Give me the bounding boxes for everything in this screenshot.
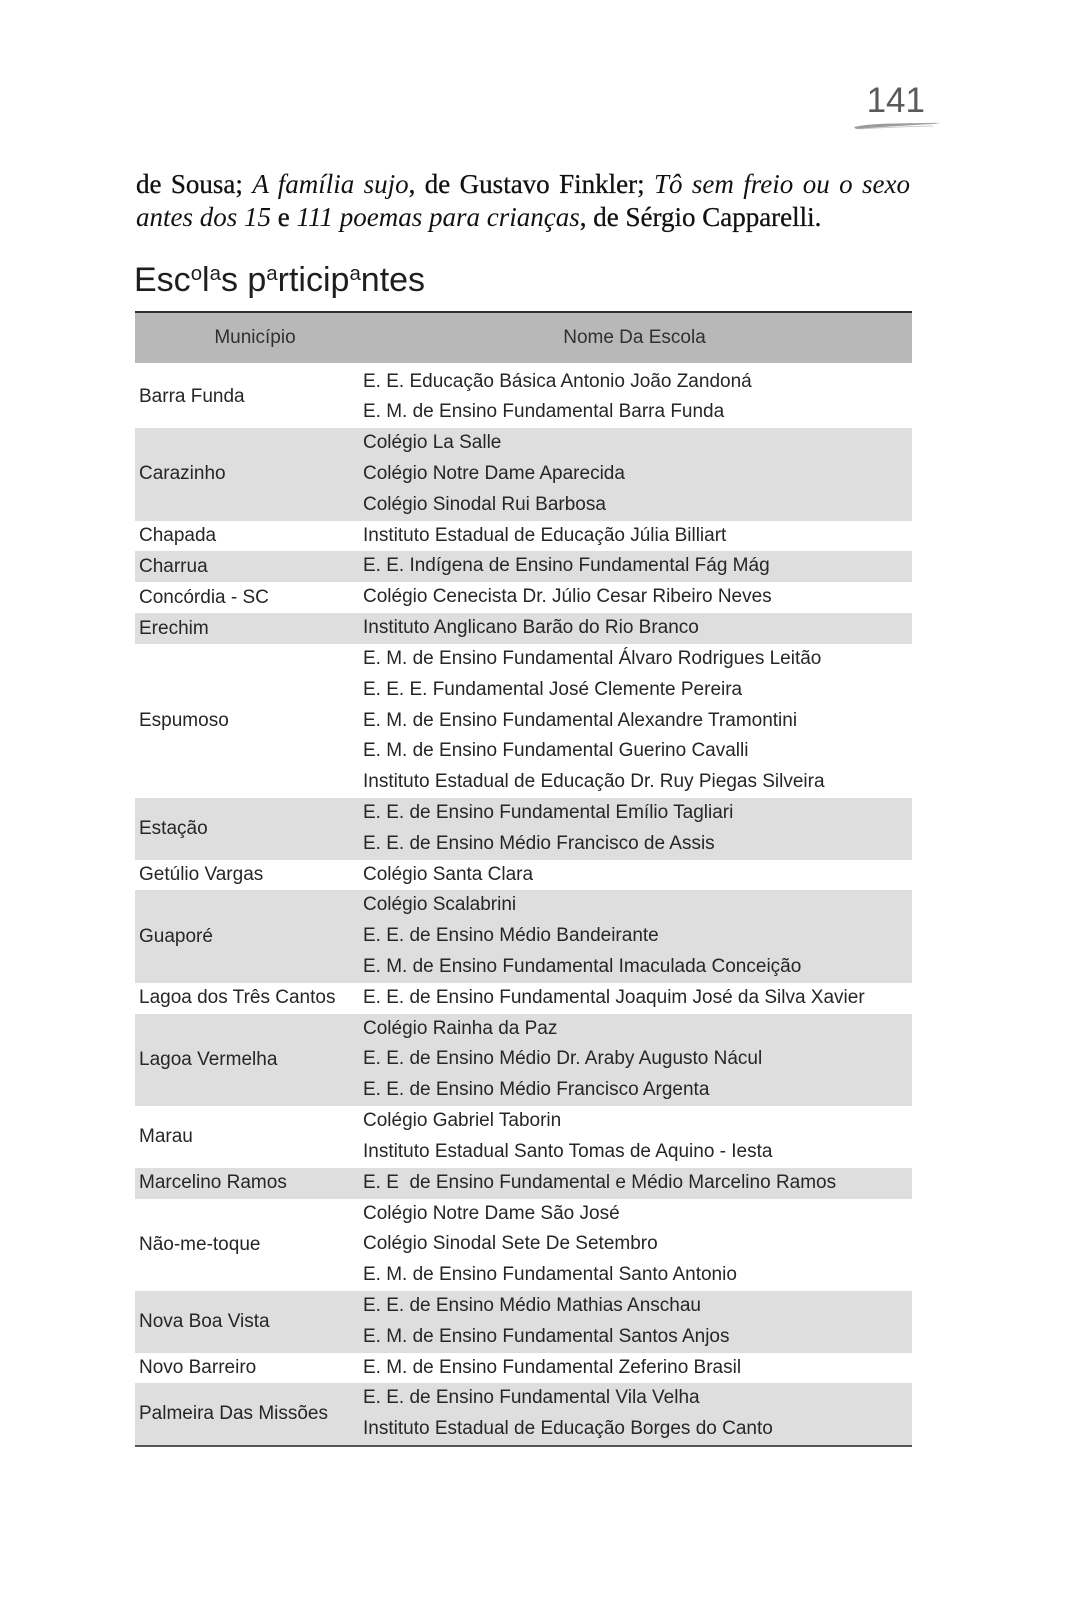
school-name: Instituto Estadual de Educação Júlia Billiart [363, 524, 727, 546]
heading-raised-letter: a [349, 262, 361, 285]
table-row [135, 613, 912, 644]
school-name: Colégio La Salle [363, 432, 502, 454]
intro-text: de Sousa; [136, 169, 253, 199]
intro-line-2 [136, 201, 910, 234]
school-name: Instituto Estadual Santo Tomas de Aquino - Iesta [363, 1140, 773, 1162]
table-row [135, 983, 912, 1014]
municipality-cell: Lagoa Vermelha [139, 1048, 278, 1070]
heading-raised-letter: o [190, 262, 203, 285]
school-name: E. M. de Ensino Fundamental Guerino Cavalli [363, 740, 749, 762]
heading-raised-letter: a [209, 262, 221, 285]
intro-text: , de Gustavo Finkler; [408, 169, 654, 199]
schools-cell [357, 1014, 912, 1106]
school-name: E. E. Educação Básica Antonio João Zandoná [363, 370, 752, 392]
municipality-cell: Palmeira Das Missões [139, 1403, 328, 1425]
heading-raised-letter: a [266, 262, 278, 285]
heading-part: ntes [360, 261, 426, 299]
municipality-cell: Charrua [139, 555, 208, 577]
table-row [135, 1353, 912, 1384]
municipality-cell: Guaporé [139, 925, 213, 947]
schools-cell [357, 428, 912, 520]
school-name: E. M. de Ensino Fundamental Alexandre Tramontini [363, 709, 798, 731]
school-name: E. M. de Ensino Fundamental Santos Anjos [363, 1325, 730, 1347]
table-row [135, 890, 912, 982]
schools-cell [357, 1106, 912, 1168]
municipality-cell: Não-me-toque [139, 1233, 261, 1255]
school-name: E. E. de Ensino Médio Francisco de Assis [363, 832, 715, 854]
school-name: E. M. de Ensino Fundamental Santo Antonio [363, 1264, 737, 1286]
municipality-cell: Marau [139, 1125, 193, 1147]
table-row [135, 644, 912, 798]
heading-part: l [202, 261, 210, 299]
schools-cell [357, 890, 912, 982]
table-row [135, 798, 912, 860]
school-name: Colégio Notre Dame Aparecida [363, 463, 625, 485]
schools-cell [357, 1353, 912, 1384]
schools-table [135, 311, 912, 1447]
table-row [135, 1168, 912, 1199]
school-name: E. E. de Ensino Médio Francisco Argenta [363, 1079, 710, 1101]
schools-cell [357, 1291, 912, 1353]
table-row [135, 521, 912, 552]
schools-cell [357, 551, 912, 582]
municipality-cell: Estação [139, 817, 208, 839]
page-number-flourish [853, 118, 943, 132]
school-name: Colégio Cenecista Dr. Júlio Cesar Ribeiro Neves [363, 586, 772, 608]
school-name: Colégio Sinodal Rui Barbosa [363, 493, 606, 515]
municipality-cell: Carazinho [139, 463, 226, 485]
table-row [135, 582, 912, 613]
schools-cell [357, 1199, 912, 1291]
table-row [135, 1014, 912, 1106]
intro-text: e [271, 202, 297, 232]
table-row [135, 551, 912, 582]
section-heading [134, 259, 425, 301]
table-row [135, 1291, 912, 1353]
schools-cell [357, 983, 912, 1014]
book-title: antes dos 15 [136, 202, 271, 232]
schools-cell [357, 582, 912, 613]
school-name: Instituto Estadual de Educação Borges do Canto [363, 1418, 773, 1440]
school-name: Colégio Gabriel Taborin [363, 1110, 562, 1132]
book-title: Tô sem freio ou o sexo [653, 169, 910, 199]
schools-cell [357, 1383, 912, 1445]
municipality-cell: Barra Funda [139, 386, 245, 408]
school-name: E. E. Indígena de Ensino Fundamental Fág Mág [363, 555, 770, 577]
school-name: E. E. de Ensino Fundamental Emílio Tagliari [363, 801, 734, 823]
intro-text: , de Sérgio Capparelli. [579, 202, 822, 232]
municipality-cell: Concórdia - SC [139, 586, 269, 608]
school-name: E. E. de Ensino Médio Dr. Araby Augusto Nácul [363, 1048, 763, 1070]
table-row [135, 1199, 912, 1291]
school-name: E. E de Ensino Fundamental e Médio Marcelino Ramos [363, 1171, 837, 1193]
intro-line-1 [136, 168, 910, 201]
school-name: Colégio Sinodal Sete De Setembro [363, 1233, 658, 1255]
municipality-cell: Nova Boa Vista [139, 1310, 270, 1332]
school-name: E. E. de Ensino Fundamental Vila Velha [363, 1387, 700, 1409]
heading-part: Esc [134, 261, 191, 299]
schools-cell [357, 521, 912, 552]
school-name: E. E. de Ensino Médio Mathias Anschau [363, 1294, 701, 1316]
school-name: E. E. E. Fundamental José Clemente Pereira [363, 678, 743, 700]
column-header-municipio: Município [214, 327, 296, 348]
book-title: A família sujo [252, 169, 409, 199]
heading-part: s p [220, 261, 267, 299]
table-row [135, 1106, 912, 1168]
table-body [135, 363, 912, 1445]
heading-part: rticip [277, 261, 350, 299]
municipality-cell: Erechim [139, 617, 209, 639]
schools-cell [357, 613, 912, 644]
school-name: Instituto Anglicano Barão do Rio Branco [363, 617, 699, 639]
table-bottom-rule [135, 1445, 912, 1447]
table-row [135, 1383, 912, 1445]
school-name: E. M. de Ensino Fundamental Zeferino Brasil [363, 1356, 742, 1378]
school-name: E. E. de Ensino Fundamental Joaquim José da Silva Xavier [363, 986, 865, 1008]
table-header [135, 313, 912, 363]
school-name: Colégio Notre Dame São José [363, 1202, 620, 1224]
school-name: E. M. de Ensino Fundamental Imaculada Conceição [363, 956, 802, 978]
municipality-cell: Lagoa dos Três Cantos [139, 987, 336, 1009]
school-name: Instituto Estadual de Educação Dr. Ruy Piegas Silveira [363, 771, 825, 793]
municipality-cell: Marcelino Ramos [139, 1172, 287, 1194]
schools-cell [357, 1168, 912, 1199]
book-title: 111 poemas para crianças [296, 202, 580, 232]
school-name: E. M. de Ensino Fundamental Álvaro Rodrigues Leitão [363, 647, 822, 669]
schools-cell [357, 367, 912, 429]
page-number: 141 [866, 81, 925, 120]
schools-cell [357, 644, 912, 798]
school-name: E. E. de Ensino Médio Bandeirante [363, 925, 659, 947]
municipality-cell: Getúlio Vargas [139, 864, 264, 885]
school-name: Colégio Rainha da Paz [363, 1017, 558, 1039]
municipality-cell: Novo Barreiro [139, 1357, 257, 1378]
table-row [135, 428, 912, 520]
municipality-cell: Chapada [139, 525, 217, 547]
municipality-cell: Espumoso [139, 709, 229, 731]
column-header-escola: Nome Da Escola [563, 327, 706, 348]
schools-cell [357, 860, 912, 891]
intro-paragraph [136, 168, 910, 234]
school-name: E. M. de Ensino Fundamental Barra Funda [363, 401, 725, 423]
table-row [135, 367, 912, 429]
schools-cell [357, 798, 912, 860]
table-row [135, 860, 912, 891]
school-name: Colégio Scalabrini [363, 894, 517, 916]
school-name: Colégio Santa Clara [363, 863, 534, 885]
